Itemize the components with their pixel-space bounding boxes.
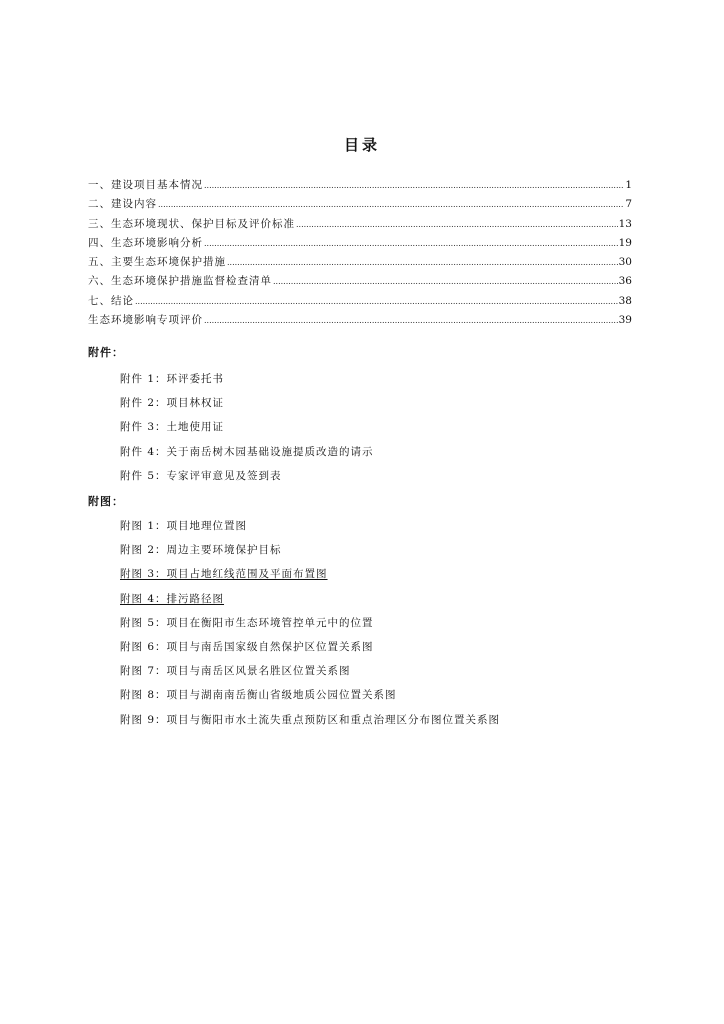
toc-entry-page: 39: [618, 314, 632, 327]
attachment-item: 附件 4：关于南岳树木园基础设施提质改造的请示: [120, 445, 374, 458]
figure-item: 附图 2：周边主要环境保护目标: [120, 544, 282, 557]
attachment-item: 附件 2：项目林权证: [120, 397, 225, 410]
toc-entry[interactable]: [88, 235, 632, 254]
toc-entry-label: 二、建设内容: [88, 198, 157, 211]
toc-entry-label: 六、生态环境保护措施监督检查清单: [88, 275, 272, 288]
toc-entry[interactable]: [88, 273, 632, 292]
figure-item-link[interactable]: 附图 3：项目占地红线范围及平面布置图: [120, 568, 328, 581]
toc-entry-page: 1: [625, 179, 632, 191]
attachment-item: 附件 1：环评委托书: [120, 373, 225, 385]
figure-item: 附图 7：项目与南岳区风景名胜区位置关系图: [120, 665, 351, 678]
toc-entry-label: 四、生态环境影响分析: [88, 236, 203, 249]
toc-entry[interactable]: [88, 312, 632, 331]
table-of-contents: [88, 177, 632, 331]
toc-leader-dots: [135, 297, 618, 306]
toc-entry-label: 七、结论: [88, 294, 134, 307]
toc-entry[interactable]: [88, 196, 632, 215]
figure-item: 附图 9：项目与衡阳市水土流失重点预防区和重点治理区分布图位置关系图: [120, 713, 501, 726]
figures-heading: 附图：: [88, 495, 124, 508]
toc-entry-label: 一、建设项目基本情况: [88, 179, 203, 191]
figure-item: 附图 1：项目地理位置图: [120, 520, 248, 532]
toc-leader-dots: [204, 181, 624, 190]
toc-leader-dots: [158, 200, 624, 209]
toc-entry[interactable]: [88, 216, 632, 235]
toc-entry-label: 五、主要生态环境保护措施: [88, 256, 226, 269]
figure-item: 附图 6：项目与南岳国家级自然保护区位置关系图: [120, 640, 374, 653]
attachment-item: 附件 5：专家评审意见及签到表: [120, 469, 282, 482]
figure-item: 附图 8：项目与湖南南岳衡山省级地质公园位置关系图: [120, 689, 397, 702]
toc-entry-page: 19: [618, 236, 632, 249]
toc-entry-page: 30: [618, 256, 632, 269]
toc-entry-page: 36: [618, 275, 632, 288]
toc-leader-dots: [227, 258, 618, 267]
page-title: 目录: [343, 136, 380, 154]
figure-item: 附图 5：项目在衡阳市生态环境管控单元中的位置: [120, 616, 374, 629]
attachments-heading: 附件：: [88, 346, 124, 359]
toc-leader-dots: [296, 220, 618, 229]
figures-list: [120, 518, 500, 736]
toc-entry-page: 38: [618, 294, 632, 307]
toc-leader-dots: [273, 277, 618, 286]
toc-entry[interactable]: [88, 254, 632, 273]
attachment-item: 附件 3：土地使用证: [120, 421, 225, 434]
toc-leader-dots: [204, 239, 618, 248]
toc-entry-page: 7: [625, 198, 632, 211]
toc-entry[interactable]: [88, 293, 632, 312]
toc-entry-label: 三、生态环境现状、保护目标及评价标准: [88, 217, 295, 230]
toc-entry-page: 13: [618, 217, 632, 230]
toc-entry[interactable]: [88, 177, 632, 196]
attachments-list: [120, 371, 374, 492]
toc-entry-label: 生态环境影响专项评价: [88, 314, 203, 327]
toc-leader-dots: [204, 316, 618, 325]
figure-item-link[interactable]: 附图 4：排污路径图: [120, 592, 225, 605]
